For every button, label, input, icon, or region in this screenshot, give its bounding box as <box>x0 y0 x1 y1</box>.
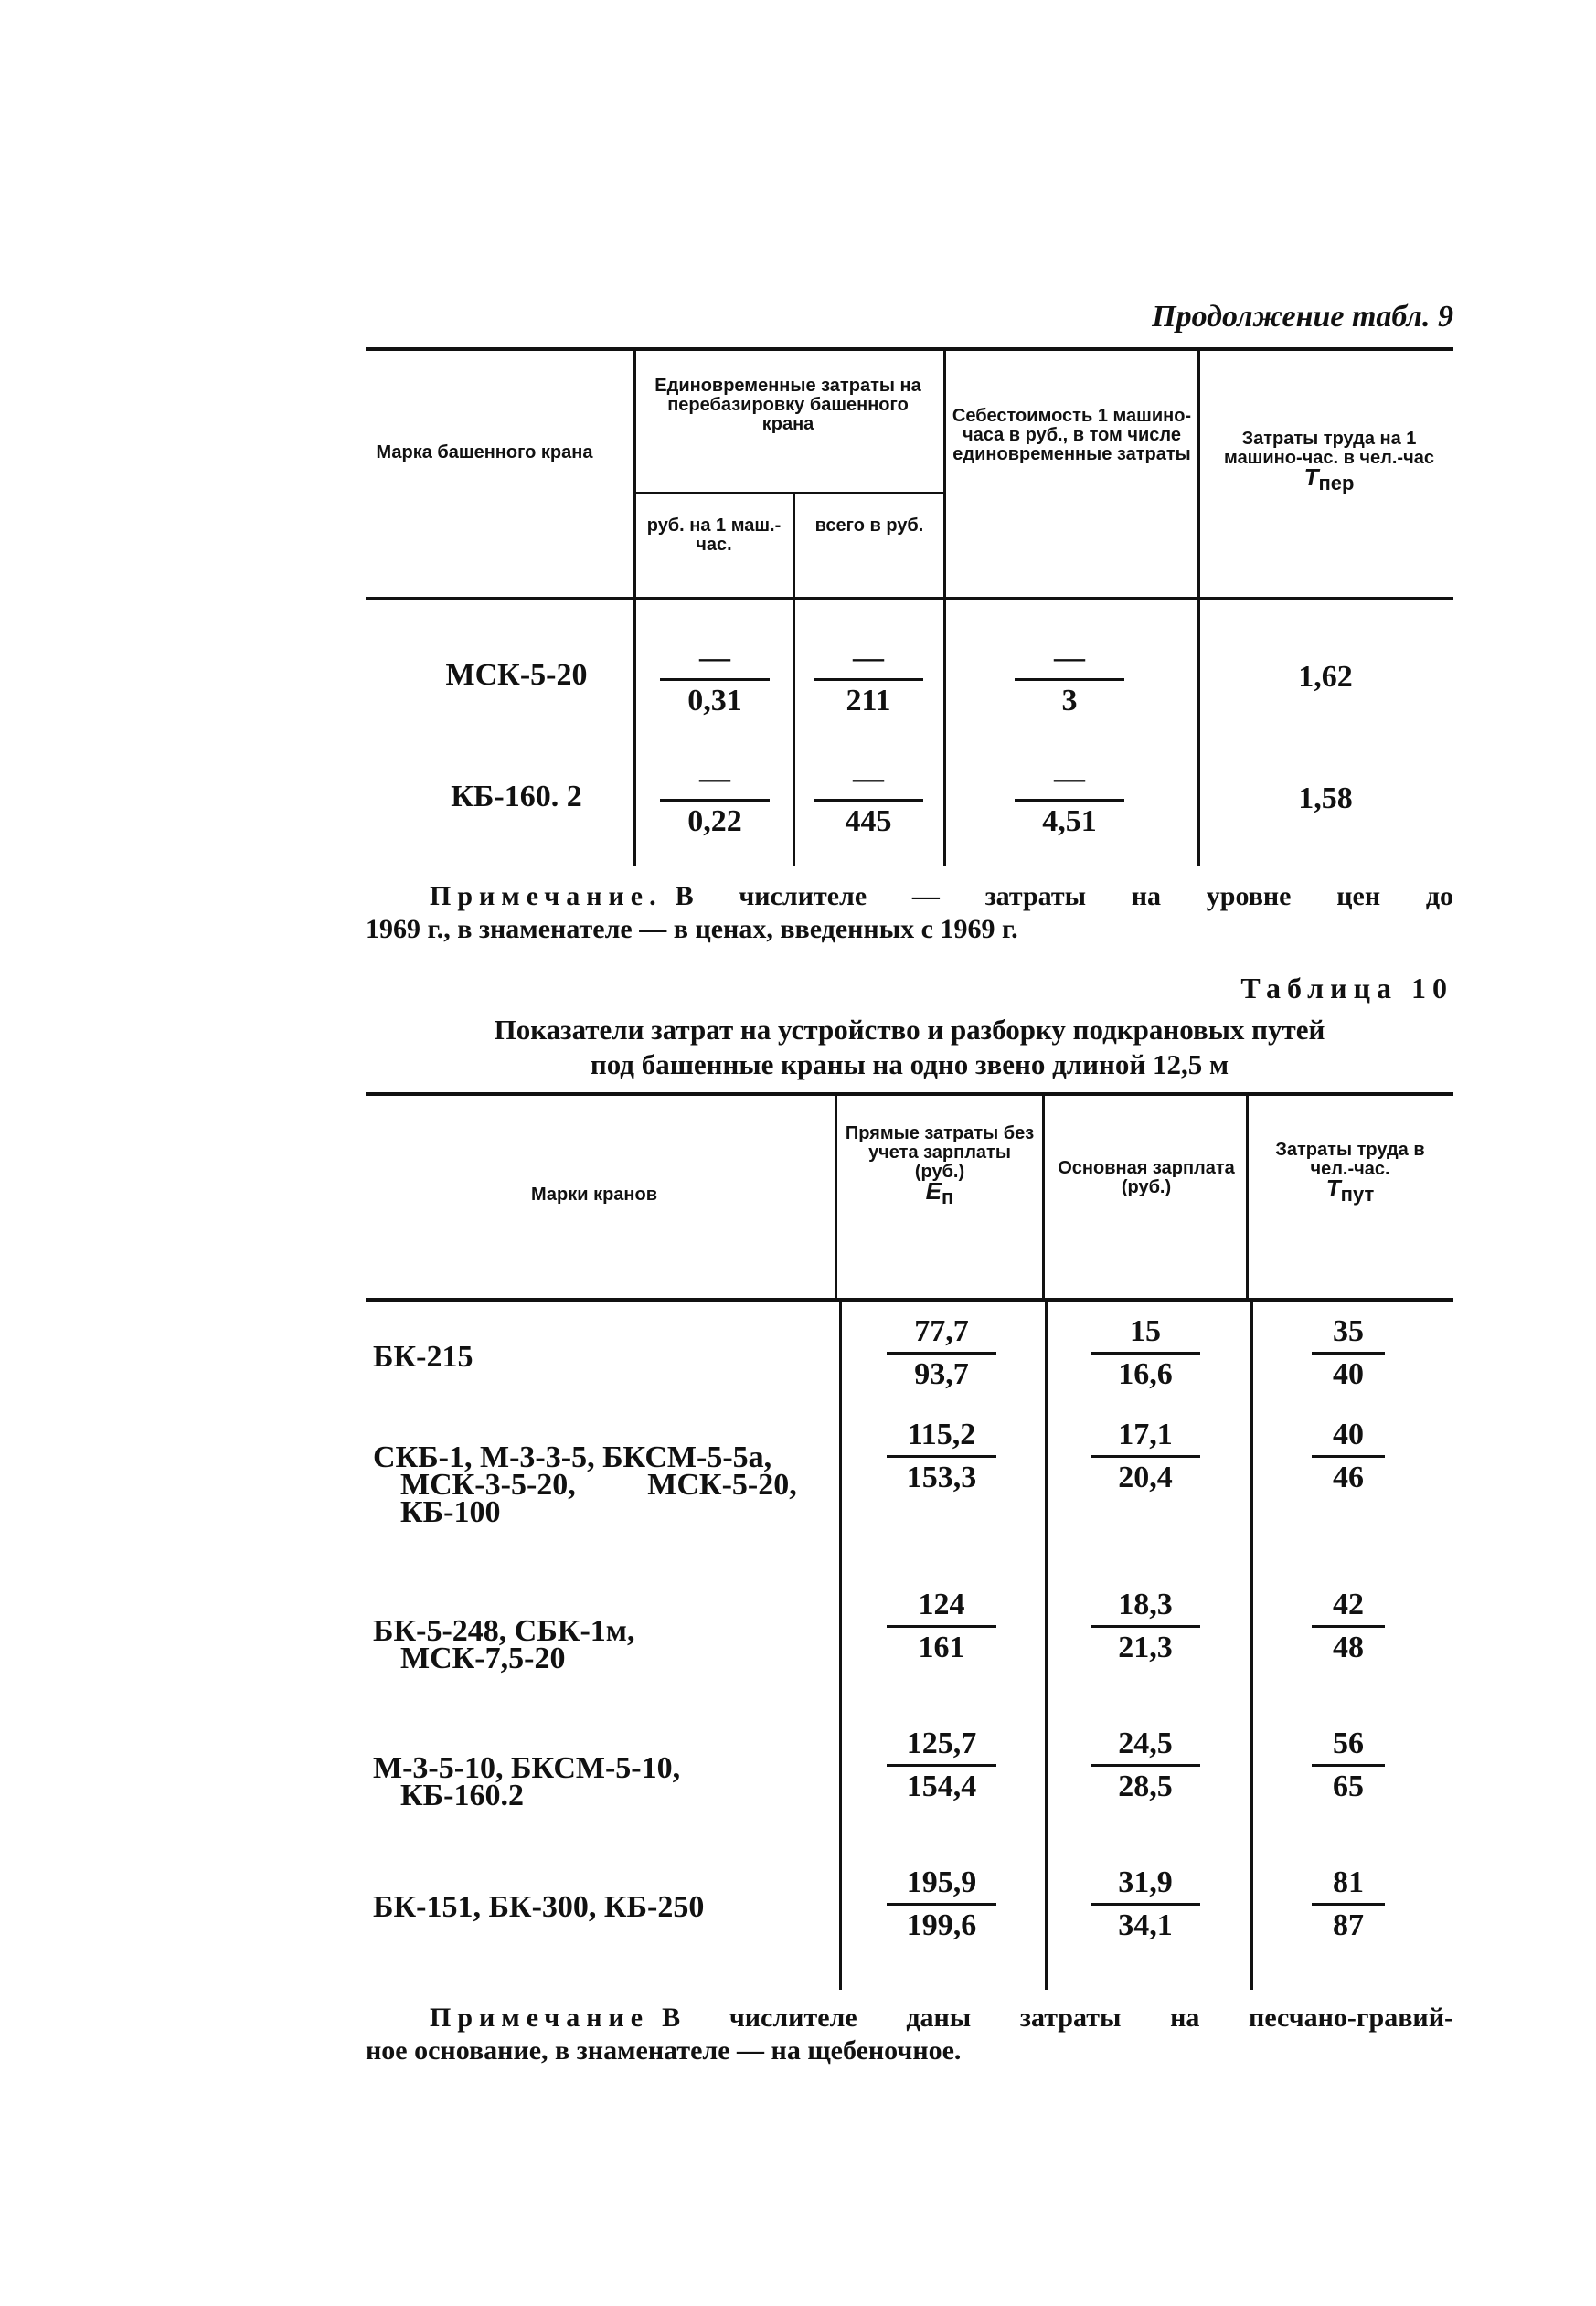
table9-header-cost: Себестоимость 1 машино-часа в руб., в том числе единовременные затраты <box>952 406 1192 464</box>
table10-row2-direct <box>873 1417 1010 1496</box>
fraction-denominator: 46 <box>1333 1461 1364 1494</box>
fraction-denominator: 40 <box>1333 1357 1364 1391</box>
fraction-bar <box>887 1764 996 1767</box>
table10-title-line1: Показатели затрат на устройство и разборку подкрановых путей <box>494 1014 1325 1046</box>
table10-vline <box>839 1300 842 1990</box>
fraction-denominator: 4,51 <box>1042 804 1097 838</box>
table10-direct-symbol-line <box>843 1177 1037 1208</box>
fraction-bar <box>1015 799 1124 802</box>
fraction-numerator: 42 <box>1333 1588 1364 1621</box>
table10-header-salary: Основная зарплата (руб.) <box>1058 1158 1235 1197</box>
table10-labor-symbol: T <box>1325 1174 1341 1202</box>
table10-header-rule <box>366 1298 1453 1302</box>
table10-row5-labor <box>1280 1865 1417 1944</box>
table10-top-rule <box>366 1092 1453 1096</box>
fraction-numerator: 115,2 <box>907 1418 976 1451</box>
table9-row2-cost <box>1001 760 1138 840</box>
table9-top-rule <box>366 347 1453 351</box>
fraction-numerator: — <box>699 761 730 795</box>
table9-vline <box>633 349 636 599</box>
table10-row4-brands <box>373 1751 681 1812</box>
table9-row1-cost <box>1001 640 1138 719</box>
table9-row2-labor: 1,58 <box>1298 781 1353 815</box>
table10-vline <box>835 1094 837 1300</box>
fraction-bar <box>1091 1455 1200 1458</box>
table9-vline <box>943 349 946 599</box>
table10-row1-direct <box>873 1313 1010 1393</box>
fraction-bar <box>1091 1352 1200 1355</box>
table10-vline <box>1250 1300 1253 1990</box>
table10-labor-symbol-line <box>1254 1174 1446 1206</box>
crane-brand-line: МСК-7,5-20 <box>400 1642 566 1675</box>
fraction-denominator: 161 <box>918 1631 965 1664</box>
table10-title-line2: под башенные краны на одно звено длиной 12,5 м <box>590 1048 1229 1080</box>
table9-header-labor <box>1205 430 1453 493</box>
fraction-denominator: 93,7 <box>914 1357 969 1391</box>
fraction-numerator: 40 <box>1333 1418 1364 1451</box>
fraction-numerator: 35 <box>1333 1314 1364 1348</box>
fraction-numerator: 24,5 <box>1118 1727 1173 1760</box>
table10-labor-subscript: пут <box>1340 1183 1375 1206</box>
table9-header-brand: Марка башенного крана <box>376 442 593 462</box>
table9-vline <box>633 599 636 866</box>
fraction-numerator: 77,7 <box>914 1314 969 1348</box>
fraction-bar <box>660 799 770 802</box>
table9-vline <box>1197 349 1200 599</box>
table10-header-labor <box>1254 1141 1446 1204</box>
table10-header-brands: Марки кранов <box>530 1185 658 1205</box>
fraction-bar <box>1312 1625 1385 1628</box>
crane-brand-line: БК-151, БК-300, КБ-250 <box>373 1890 705 1924</box>
table9-vline <box>943 599 946 866</box>
table10-title <box>366 1013 1453 1082</box>
fraction-denominator: 445 <box>845 804 892 838</box>
table9-header-total: всего в руб. <box>814 515 924 536</box>
table9-labor-subscript: пер <box>1318 472 1355 494</box>
fraction-denominator: 3 <box>1061 684 1078 717</box>
fraction-bar <box>660 678 770 681</box>
crane-brand-line: БК-215 <box>373 1340 473 1374</box>
table9-row1-labor: 1,62 <box>1298 660 1353 694</box>
table9-header-one-time: Единовременные затраты на перебазировку башенного крана <box>654 376 921 434</box>
table9-note-line2: 1969 г., в знаменателе — в ценах, введенных с 1969 г. <box>366 914 1018 944</box>
table9-vline <box>793 494 795 599</box>
table10-row1-labor <box>1280 1313 1417 1393</box>
fraction-denominator: 28,5 <box>1118 1769 1173 1803</box>
crane-brand-line: М-3-5-10, БКСМ-5-10, <box>373 1751 681 1785</box>
fraction-bar <box>814 678 923 681</box>
table9-note <box>366 880 1453 946</box>
table9-subheader-rule <box>635 492 944 494</box>
table10-direct-subscript: п <box>942 1185 954 1208</box>
table10-row5-brands <box>373 1890 705 1924</box>
fraction-numerator: — <box>699 641 730 675</box>
table9-row1-total <box>800 640 937 719</box>
fraction-bar <box>1091 1764 1200 1767</box>
table10-header-labor-text: Затраты труда в чел.-час. <box>1275 1140 1425 1179</box>
table10-row3-brands <box>373 1614 635 1675</box>
fraction-denominator: 34,1 <box>1118 1908 1173 1942</box>
table9-row1-per-hour <box>646 640 783 719</box>
crane-brand-line: КБ-160.2 <box>400 1779 524 1812</box>
table10-row5-direct <box>873 1865 1010 1944</box>
table10-note <box>366 2002 1453 2067</box>
fraction-bar <box>1015 678 1124 681</box>
table9-labor-symbol: T <box>1303 463 1319 491</box>
fraction-bar <box>814 799 923 802</box>
table10-direct-symbol: E <box>925 1177 942 1205</box>
fraction-bar <box>1312 1455 1385 1458</box>
table10-row1-salary <box>1077 1313 1214 1393</box>
fraction-bar <box>887 1455 996 1458</box>
table9-note-line1 <box>366 880 1453 913</box>
fraction-numerator: 81 <box>1333 1865 1364 1899</box>
fraction-denominator: 0,31 <box>687 684 742 717</box>
table10-vline <box>1246 1094 1249 1300</box>
fraction-bar <box>887 1903 996 1906</box>
fraction-numerator: 124 <box>918 1588 965 1621</box>
table9-header-labor-text: Затраты труда на 1 машино-час. в чел.-час <box>1224 429 1434 468</box>
crane-brand-line: МСК-3-5-20, МСК-5-20, <box>400 1468 797 1502</box>
fraction-numerator: — <box>853 761 884 795</box>
table10-row3-salary <box>1077 1587 1214 1666</box>
fraction-denominator: 153,3 <box>906 1461 977 1494</box>
fraction-numerator: — <box>853 641 884 675</box>
fraction-numerator: 31,9 <box>1118 1865 1173 1899</box>
table10-note-word: Примечание <box>430 2003 650 2033</box>
crane-brand-line: БК-5-248, СБК-1м, <box>373 1614 635 1648</box>
fraction-denominator: 199,6 <box>906 1908 977 1942</box>
table10-row2-brands <box>373 1440 797 1529</box>
table10-vline <box>1045 1300 1048 1990</box>
table10-note-line1 <box>366 2002 1453 2035</box>
fraction-bar <box>1312 1903 1385 1906</box>
fraction-bar <box>1091 1625 1200 1628</box>
table9-header-per-hour: руб. на 1 маш.-час. <box>646 515 782 555</box>
fraction-bar <box>887 1352 996 1355</box>
fraction-numerator: — <box>1054 641 1085 675</box>
fraction-denominator: 21,3 <box>1118 1631 1173 1664</box>
fraction-bar <box>887 1625 996 1628</box>
fraction-denominator: 48 <box>1333 1631 1364 1664</box>
table10-label: Таблица 10 <box>1240 972 1453 1004</box>
fraction-numerator: 125,7 <box>906 1727 977 1760</box>
fraction-denominator: 65 <box>1333 1769 1364 1803</box>
fraction-denominator: 20,4 <box>1118 1461 1173 1494</box>
table9-header-rule <box>366 597 1453 600</box>
fraction-denominator: 16,6 <box>1118 1357 1173 1391</box>
crane-brand-line: КБ-100 <box>400 1495 501 1529</box>
table10-row1-brands <box>373 1340 473 1374</box>
table10-row2-labor <box>1280 1417 1417 1496</box>
table10-row2-salary <box>1077 1417 1214 1496</box>
fraction-bar <box>1312 1352 1385 1355</box>
table9-row2-per-hour <box>646 760 783 840</box>
crane-brand-line: СКБ-1, М-3-3-5, БКСМ-5-5а, <box>373 1440 772 1474</box>
table10-note-text1: В числителе даны затраты на песчано-гравий- <box>662 2003 1453 2033</box>
table10-row4-direct <box>873 1726 1010 1805</box>
fraction-bar <box>1091 1903 1200 1906</box>
fraction-numerator: 56 <box>1333 1727 1364 1760</box>
table10-row4-labor <box>1280 1726 1417 1805</box>
table9-note-text1: В числителе — затраты на уровне цен до <box>675 881 1453 911</box>
fraction-numerator: 18,3 <box>1118 1588 1173 1621</box>
fraction-numerator: 15 <box>1130 1314 1161 1348</box>
fraction-bar <box>1312 1764 1385 1767</box>
table9-row2-total <box>800 760 937 840</box>
fraction-numerator: 195,9 <box>906 1865 977 1899</box>
table9-note-word: Примечание. <box>430 881 663 911</box>
table10-note-line2: ное основание, в знаменателе — на щебеночное. <box>366 2035 962 2066</box>
table9-vline <box>793 599 795 866</box>
table10-header-direct-text: Прямые затраты без учета зарплаты (руб.) <box>845 1123 1035 1182</box>
table10-row3-direct <box>873 1587 1010 1666</box>
table9-row1-brand: МСК-5-20 <box>445 658 588 692</box>
table10-vline <box>1042 1094 1045 1300</box>
fraction-numerator: 17,1 <box>1118 1418 1173 1451</box>
table10-header-direct <box>843 1124 1037 1206</box>
fraction-denominator: 154,4 <box>906 1769 977 1803</box>
table10-row5-salary <box>1077 1865 1214 1944</box>
fraction-denominator: 0,22 <box>687 804 742 838</box>
table9-vline <box>1197 599 1200 866</box>
table10-row4-salary <box>1077 1726 1214 1805</box>
table10-row3-labor <box>1280 1587 1417 1666</box>
fraction-denominator: 211 <box>846 684 891 717</box>
continuation-label: Продолжение табл. 9 <box>1152 300 1453 334</box>
table9-row2-brand: КБ-160. 2 <box>451 780 582 813</box>
fraction-numerator: — <box>1054 761 1085 795</box>
fraction-denominator: 87 <box>1333 1908 1364 1942</box>
